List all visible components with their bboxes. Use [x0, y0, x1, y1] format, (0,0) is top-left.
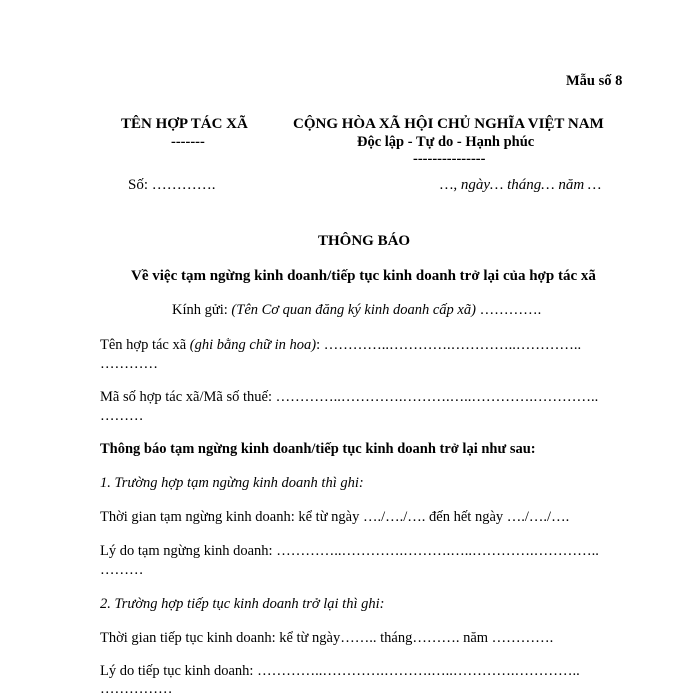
document-title: THÔNG BÁO	[318, 233, 411, 249]
cooperative-name-heading: TÊN HỢP TÁC XÃ	[121, 116, 248, 132]
addressee-hint: (Tên Cơ quan đăng ký kinh doanh cấp xã)	[231, 302, 476, 318]
coop-name-dots: : …………..………….…………..…………..	[316, 337, 582, 353]
notice-heading: Thông báo tạm ngừng kinh doanh/tiếp tục kinh doanh trở lại như sau:	[100, 441, 536, 457]
tax-code-line	[100, 389, 598, 406]
addressee-dots: ………….	[475, 302, 542, 318]
coop-name-continuation: …………	[100, 356, 158, 372]
date-line: …, ngày… tháng… năm …	[440, 177, 602, 193]
tax-code-continuation: ………	[100, 408, 144, 424]
coop-name-hint: (ghi bằng chữ in hoa)	[189, 337, 317, 353]
case2-reason-line	[100, 663, 580, 680]
document-number: Số: ………….	[128, 177, 216, 193]
form-number: Mẫu số 8	[566, 73, 623, 89]
addressee-label: Kính gửi:	[172, 302, 232, 318]
national-motto: Độc lập - Tự do - Hạnh phúc	[357, 134, 535, 150]
case1-reason-label: Lý do tạm ngừng kinh doanh:	[100, 543, 277, 559]
case1-reason-line	[100, 543, 599, 560]
national-title: CỘNG HÒA XÃ HỘI CHỦ NGHĨA VIỆT NAM	[293, 116, 604, 132]
case2-reason-label: Lý do tiếp tục kinh doanh:	[100, 663, 258, 679]
case2-period: Thời gian tiếp tục kinh doanh: kể từ ngày…….. tháng………. năm ………….	[100, 630, 554, 646]
left-divider: -------	[171, 134, 205, 150]
case2-reason-continuation: ……………	[100, 681, 173, 697]
coop-name-line	[100, 337, 581, 354]
tax-code-dots: …………..………….……….…..………….…………..	[275, 389, 599, 405]
addressee-line	[172, 302, 541, 319]
right-divider: ---------------	[413, 151, 486, 167]
tax-code-label: Mã số hợp tác xã/Mã số thuế:	[100, 389, 276, 405]
coop-name-label: Tên hợp tác xã	[100, 337, 190, 353]
document-subtitle: Về việc tạm ngừng kinh doanh/tiếp tục kinh doanh trở lại của hợp tác xã	[131, 268, 596, 284]
case1-reason-dots: …………..………….……….…..………….…………..	[276, 543, 599, 559]
case1-reason-continuation: ………	[100, 562, 144, 578]
case1-heading: 1. Trường hợp tạm ngừng kinh doanh thì ghi:	[100, 475, 364, 491]
case1-period: Thời gian tạm ngừng kinh doanh: kể từ ngày …./…./…. đến hết ngày …./…./….	[100, 509, 570, 525]
case2-heading: 2. Trường hợp tiếp tục kinh doanh trở lại thì ghi:	[100, 596, 385, 612]
case2-reason-dots: …………..………….……….…..………….…………..	[257, 663, 580, 679]
